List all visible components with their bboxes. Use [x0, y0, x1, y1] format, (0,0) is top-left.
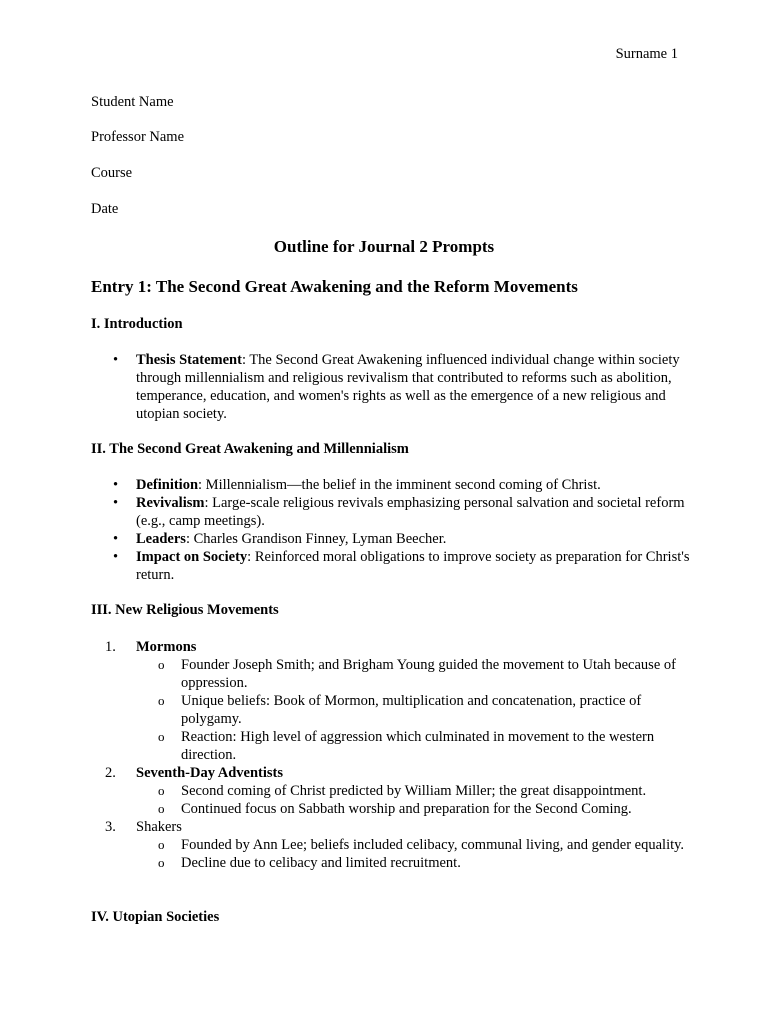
numbered-item-mormons	[91, 638, 691, 656]
bullet-marker: •	[113, 495, 119, 511]
section-heading-millennialism: II. The Second Great Awakening and Millennialism	[91, 441, 409, 457]
item-number: 1.	[105, 639, 116, 655]
sub-bullet-marker: o	[158, 693, 165, 708]
bullet-marker: •	[113, 352, 119, 368]
item-text: : Millennialism—the belief in the imminent second coming of Christ.	[198, 477, 601, 493]
item-text: : The Second Great Awakening influenced individual change within society through millennialism and religious revivalism that contributed to reforms such as abolition, temperance, education, and women's rights as well as the emergence of a new religious and utopian society.	[136, 352, 680, 422]
professor-name: Professor Name	[91, 129, 185, 145]
item-label: Leaders	[136, 531, 186, 547]
sub-bullet-marker: o	[158, 729, 165, 744]
list-item	[91, 351, 691, 423]
list-item	[91, 530, 691, 548]
sub-bullet-marker: o	[158, 855, 165, 870]
item-label: Thesis Statement	[136, 352, 242, 368]
sub-item-text: Second coming of Christ predicted by William Miller; the great disappointment.	[181, 783, 647, 799]
item-number: 3.	[105, 819, 116, 835]
list-item	[91, 548, 691, 584]
sub-item-text: Unique beliefs: Book of Mormon, multiplication and concatenation, practice of polygamy.	[181, 693, 642, 727]
running-head: Surname 1	[615, 46, 678, 62]
numbered-item-shakers	[91, 818, 691, 836]
sub-bullet-marker: o	[158, 783, 165, 798]
numbered-item-adventists	[91, 764, 691, 782]
section-introduction-list	[91, 351, 691, 423]
section-religious-movements-list	[91, 638, 691, 872]
entry-heading: Entry 1: The Second Great Awakening and the Reform Movements	[91, 277, 578, 296]
section-heading-religious-movements: III. New Religious Movements	[91, 602, 279, 618]
item-text: : Charles Grandison Finney, Lyman Beecher.	[185, 531, 447, 547]
date: Date	[91, 201, 119, 217]
sub-item	[91, 836, 691, 854]
student-name: Student Name	[91, 94, 174, 110]
item-label: Seventh-Day Adventists	[136, 765, 284, 781]
sub-item	[91, 854, 691, 872]
sub-bullet-marker: o	[158, 801, 165, 816]
list-item	[91, 494, 691, 530]
item-text: : Reinforced moral obligations to improve society as preparation for Christ's return.	[136, 549, 690, 583]
list-item	[91, 476, 691, 494]
item-label: Definition	[136, 477, 199, 493]
bullet-marker: •	[113, 549, 119, 565]
sub-item	[91, 782, 691, 800]
item-number: 2.	[105, 765, 116, 781]
sub-bullet-marker: o	[158, 657, 165, 672]
sub-item-text: Decline due to celibacy and limited recruitment.	[181, 855, 461, 871]
item-label: Shakers	[136, 819, 182, 835]
item-label: Revivalism	[136, 495, 205, 511]
course-name: Course	[91, 165, 133, 181]
section-heading-utopian-societies: IV. Utopian Societies	[91, 909, 220, 925]
sub-item-text: Founded by Ann Lee; beliefs included celibacy, communal living, and gender equality.	[181, 837, 685, 853]
sub-item	[91, 800, 691, 818]
document-title: Outline for Journal 2 Prompts	[273, 237, 495, 256]
bullet-marker: •	[113, 531, 119, 547]
item-text: : Large-scale religious revivals emphasizing personal salvation and societal reform (e.g., camp meetings).	[136, 495, 685, 529]
sub-item	[91, 692, 691, 728]
sub-item-text: Continued focus on Sabbath worship and preparation for the Second Coming.	[181, 801, 632, 817]
sub-item-text: Reaction: High level of aggression which culminated in movement to the western direction.	[181, 729, 655, 763]
sub-item-text: Founder Joseph Smith; and Brigham Young guided the movement to Utah because of oppression.	[181, 657, 676, 691]
item-label: Mormons	[136, 639, 197, 655]
sub-item	[91, 656, 691, 692]
sub-bullet-marker: o	[158, 837, 165, 852]
section-millennialism-list	[91, 476, 691, 584]
section-heading-introduction: I. Introduction	[91, 316, 183, 332]
sub-item	[91, 728, 691, 764]
item-label: Impact on Society	[136, 549, 248, 565]
bullet-marker: •	[113, 477, 119, 493]
